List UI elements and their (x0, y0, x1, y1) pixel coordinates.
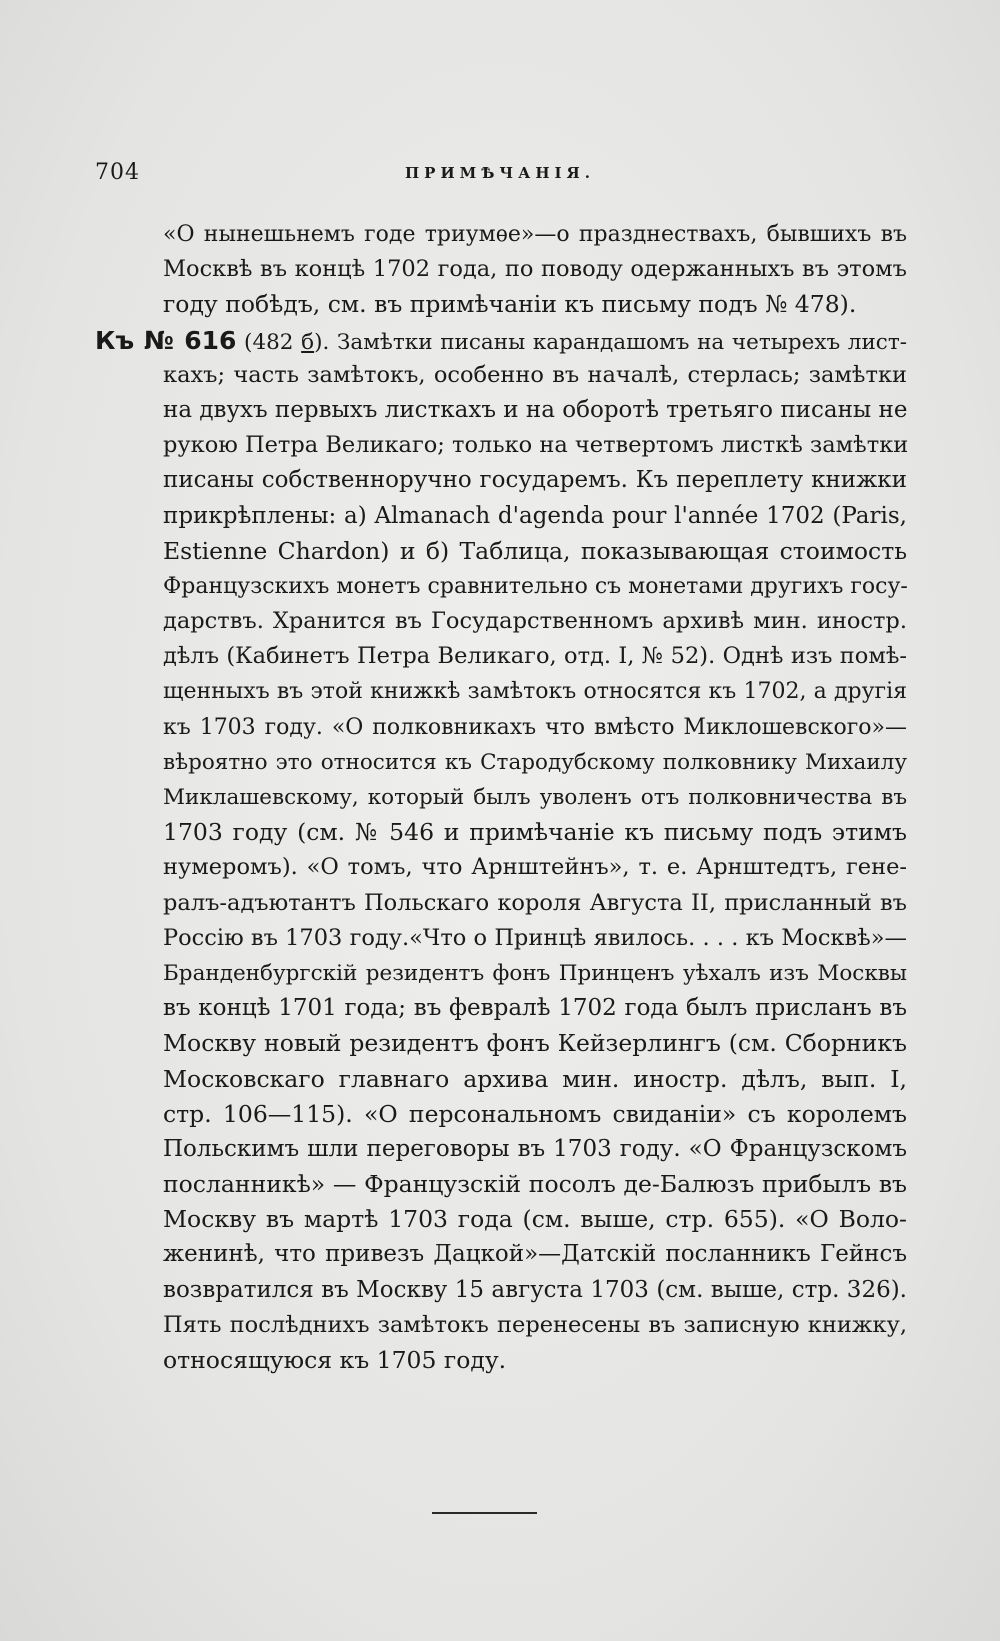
text-line: въ концѣ 1701 года; въ февралѣ 1702 года былъ присланъ въ (163, 995, 907, 1022)
text-line: посланникѣ» — Французскій посолъ де-Балюзъ прибылъ въ (163, 1170, 907, 1199)
text-line: 1703 году (см. № 546 и примѣчаніе къ письму подъ этимъ (163, 818, 907, 847)
text-line: прикрѣплены: а) Almanach d'agenda pour l'année 1702 (Paris, (163, 502, 907, 529)
text-line: Французскихъ монетъ сравнительно съ монетами другихъ госу- (163, 573, 908, 599)
text-line: вѣроятно это относится къ Стародубскому полковнику Михаилу (163, 749, 907, 775)
text-line: Польскимъ шли переговоры въ 1703 году. «О Французскомъ (163, 1135, 907, 1162)
text-line: Estienne Chardon) и б) Таблица, показывающая стоимость (163, 536, 907, 565)
text-line: дѣлъ (Кабинетъ Петра Великаго, отд. I, № 52). Однѣ изъ помѣ- (163, 643, 907, 670)
text-line: возвратился въ Москву 15 августа 1703 (см. выше, стр. 326). (163, 1276, 907, 1303)
text-line: ралъ-адъютантъ Польскаго короля Августа II, присланный въ (163, 889, 907, 916)
reference-close: ). (314, 329, 337, 355)
text-line: рукою Петра Великаго; только на четвертомъ листкѣ замѣтки (163, 432, 909, 459)
text-line: Пять послѣднихъ замѣтокъ перенесены въ записную книжку, (163, 1311, 907, 1338)
text-line: Бранденбургскій резидентъ фонъ Принценъ уѣхалъ изъ Москвы (163, 960, 907, 986)
text-line: щенныхъ въ этой книжкѣ замѣтокъ относятся къ 1702, а другія (163, 679, 907, 705)
end-rule (432, 1512, 537, 1514)
text-line: на двухъ первыхъ листкахъ и на оборотѣ третьяго писаны не (163, 396, 908, 423)
text-line: женинѣ, что привезъ Дацкой»—Датскій посланникъ Гейнсъ (163, 1241, 907, 1268)
text-line: относящуюся къ 1705 году. (163, 1346, 507, 1374)
reference-open: (482 (236, 329, 302, 355)
reference-heading: Къ № 616 (95, 325, 237, 355)
text-line: нумеромъ). «О томъ, что Арнштейнъ», т. е. Арнштедтъ, гене- (163, 854, 907, 881)
running-title: ПРИМѢЧАНІЯ. (405, 164, 595, 182)
text-line: Московскаго главнаго архива мин. иностр. дѣлъ, вып. I, (163, 1064, 907, 1093)
reference-text: Замѣтки писаны карандашомъ на четырехъ лист- (337, 329, 907, 355)
reference-line (95, 323, 907, 358)
text-line: «О нынешьнемъ годе триумѳе»—о празднествахъ, бывшихъ въ (163, 222, 907, 247)
body-text (95, 217, 907, 1378)
text-line: стр. 106—115). «О персональномъ свиданіи» съ королемъ (163, 1099, 907, 1128)
text-line: Москву въ мартѣ 1703 года (см. выше, стр. 655). «О Воло- (163, 1205, 907, 1234)
text-line: Москвѣ въ концѣ 1702 года, по поводу одержанныхъ въ этомъ (163, 256, 907, 283)
text-line: писаны собственноручно государемъ. Къ переплету книжки (163, 467, 907, 494)
page-header (95, 160, 905, 190)
text-line: Россію въ 1703 году.«Что о Принцѣ явилось. . . . къ Москвѣ»— (163, 924, 907, 951)
text-line: Миклашевскому, который былъ уволенъ отъ полковничества въ (163, 785, 907, 810)
page-number: 704 (95, 160, 140, 185)
text-line: Москву новый резидентъ фонъ Кейзерлингъ (см. Сборникъ (163, 1029, 907, 1058)
text-line: дарствъ. Хранится въ Государственномъ архивѣ мин. иностр. (163, 608, 907, 635)
text-line: кахъ; часть замѣтокъ, особенно въ началѣ, стерлась; замѣтки (163, 361, 907, 388)
reference-sub: б (301, 329, 315, 355)
text-line: къ 1703 году. «О полковникахъ что вмѣсто Миклошевского»— (163, 714, 907, 740)
text-line: году побѣдъ, см. въ примѣчаніи къ письму подъ № 478). (163, 290, 857, 319)
